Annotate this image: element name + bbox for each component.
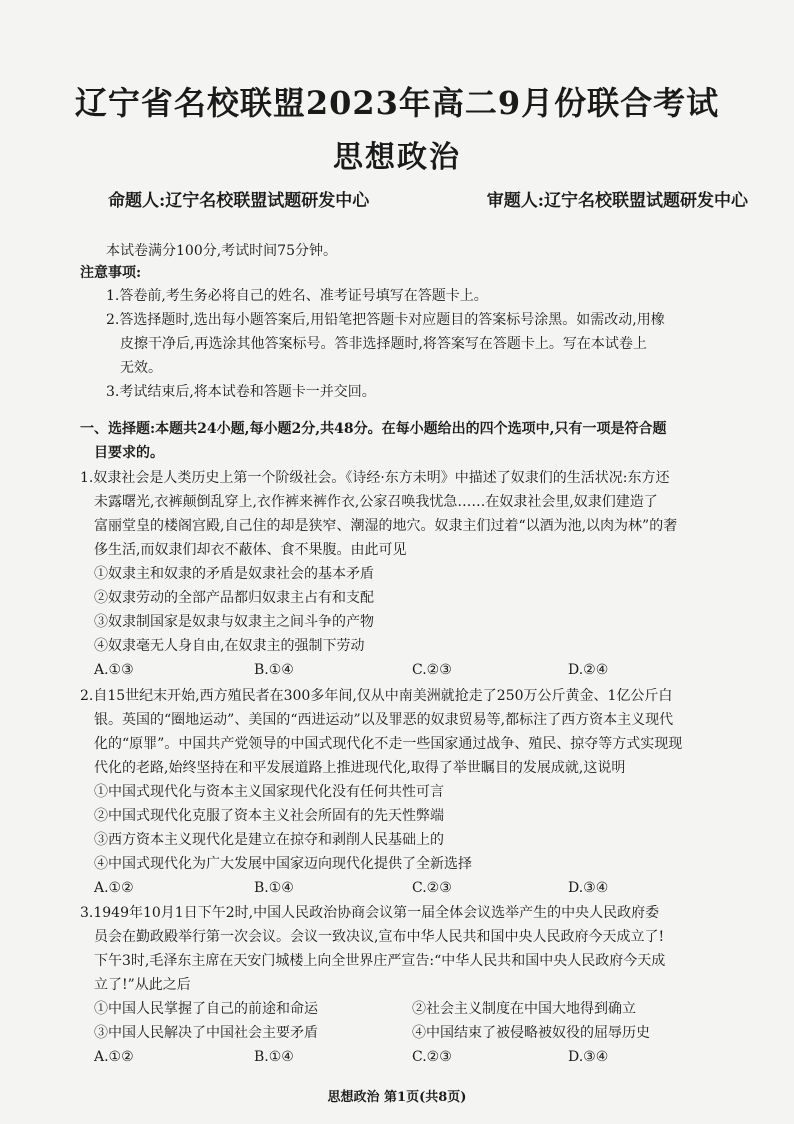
option-d: D.③④ — [568, 1049, 609, 1065]
notice-item: 3.考试结束后,将本试卷和答题卡一并交回。 — [106, 384, 376, 400]
question-3-statement: ③中国人民解决了中国社会主要矛盾 — [94, 1025, 318, 1041]
section-heading: 一、选择题:本题共24小题,每小题2分,共48分。在每小题给出的四个选项中,只有一项是符合题 — [80, 421, 667, 437]
authors-line — [108, 186, 748, 211]
option-b: B.①④ — [254, 1049, 294, 1065]
exam-title: 辽宁省名校联盟2023年高二9月份联合考试 — [74, 84, 720, 122]
question-2-statement: ④中国式现代化为广大发展中国家迈向现代化提供了全新选择 — [94, 856, 472, 872]
question-2-line: 银。英国的“圈地运动”、美国的“西进运动”以及罪恶的奴隶贸易等,都标注了西方资本主义现代 — [94, 712, 674, 728]
question-3-statement-row — [94, 998, 734, 1020]
question-1-options — [94, 659, 734, 681]
question-1-line: 富丽堂皇的楼阁宫殿,自己住的却是狭窄、潮湿的地穴。奴隶主们过着“以酒为池,以肉为林”的奢 — [94, 518, 678, 534]
reviewer-label: 审题人:辽宁名校联盟试题研发中心 — [486, 191, 748, 211]
question-3-line: 立了!”从此之后 — [94, 977, 191, 993]
question-3-statement: ②社会主义制度在中国大地得到确立 — [412, 1001, 636, 1017]
notice-item: 1.答卷前,考生务必将自己的姓名、准考证号填写在答题卡上。 — [106, 288, 488, 304]
section-heading: 目要求的。 — [94, 445, 164, 461]
question-3-statement-row — [94, 1022, 734, 1044]
notice-item: 2.答选择题时,选出每小题答案后,用铅笔把答题卡对应题目的答案标号涂黑。如需改动,用橡 — [106, 312, 665, 328]
question-2-line: 化的“原罪”。中国共产党领导的中国式现代化不走一些国家通过战争、殖民、掠夺等方式实现现 — [94, 736, 683, 752]
option-b: B.①④ — [254, 662, 294, 678]
question-1-statement: ④奴隶毫无人身自由,在奴隶主的强制下劳动 — [94, 638, 365, 654]
question-2-line: 2.自15世纪末开始,西方殖民者在300多年间,仅从中南美洲就抢走了250万公斤黄金、1亿公斤白 — [80, 688, 673, 704]
option-c: C.②③ — [412, 880, 452, 896]
option-a: A.①③ — [94, 662, 134, 678]
question-1-line: 未露曙光,衣裤颠倒乱穿上,衣作裤来裤作衣,公家召唤我忧急……在奴隶社会里,奴隶们建造了 — [94, 494, 658, 510]
question-2-statement: ③西方资本主义现代化是建立在掠夺和剥削人民基础上的 — [94, 832, 444, 848]
intro-text: 本试卷满分100分,考试时间75分钟。 — [106, 243, 337, 259]
question-3-line: 下午3时,毛泽东主席在天安门城楼上向全世界庄严宣告:“中华人民共和国中央人民政府今天成 — [94, 953, 666, 969]
question-1-line: 1.奴隶社会是人类历史上第一个阶级社会。《诗经·东方未明》中描述了奴隶们的生活状况:东方还 — [80, 470, 670, 486]
question-2-statement: ②中国式现代化克服了资本主义社会所固有的先天性弊端 — [94, 808, 444, 824]
question-3-line: 员会在勤政殿举行第一次会议。会议一致决议,宣布中华人民共和国中央人民政府今天成立了! — [94, 929, 665, 945]
question-3-options — [94, 1046, 734, 1068]
option-b: B.①④ — [254, 880, 294, 896]
author-label: 命题人:辽宁名校联盟试题研发中心 — [108, 191, 370, 211]
question-2-statement: ①中国式现代化与资本主义国家现代化没有任何共性可言 — [94, 784, 444, 800]
option-a: A.①② — [94, 1049, 134, 1065]
question-1-statement: ②奴隶劳动的全部产品都归奴隶主占有和支配 — [94, 590, 374, 606]
notice-item: 无效。 — [120, 360, 162, 376]
question-3-line: 3.1949年10月1日下午2时,中国人民政治协商会议第一届全体会议选举产生的中央人民政府委 — [80, 905, 660, 921]
question-2-line: 代化的老路,始终坚持在和平发展道路上推进现代化,取得了举世瞩目的发展成就,这说明 — [94, 760, 626, 776]
question-3-statement: ④中国结束了被侵略被奴役的屈辱历史 — [412, 1025, 650, 1041]
option-a: A.①② — [94, 880, 134, 896]
question-1-statement: ③奴隶制国家是奴隶与奴隶主之间斗争的产物 — [94, 614, 374, 630]
option-d: D.②④ — [568, 662, 609, 678]
notice-item: 皮擦干净后,再选涂其他答案标号。答非选择题时,将答案写在答题卡上。写在本试卷上 — [120, 336, 647, 352]
notice-heading: 注意事项: — [80, 265, 142, 281]
subject-title: 思想政治 — [333, 140, 461, 175]
page-footer: 思想政治 第1页(共8页) — [327, 1090, 467, 1105]
option-d: D.③④ — [568, 880, 609, 896]
question-1-line: 侈生活,而奴隶们却衣不蔽体、食不果腹。由此可见 — [94, 542, 407, 558]
question-3-statement: ①中国人民掌握了自己的前途和命运 — [94, 1001, 318, 1017]
question-2-options — [94, 877, 734, 899]
option-c: C.②③ — [412, 1049, 452, 1065]
question-1-statement: ①奴隶主和奴隶的矛盾是奴隶社会的基本矛盾 — [94, 566, 374, 582]
option-c: C.②③ — [412, 662, 452, 678]
